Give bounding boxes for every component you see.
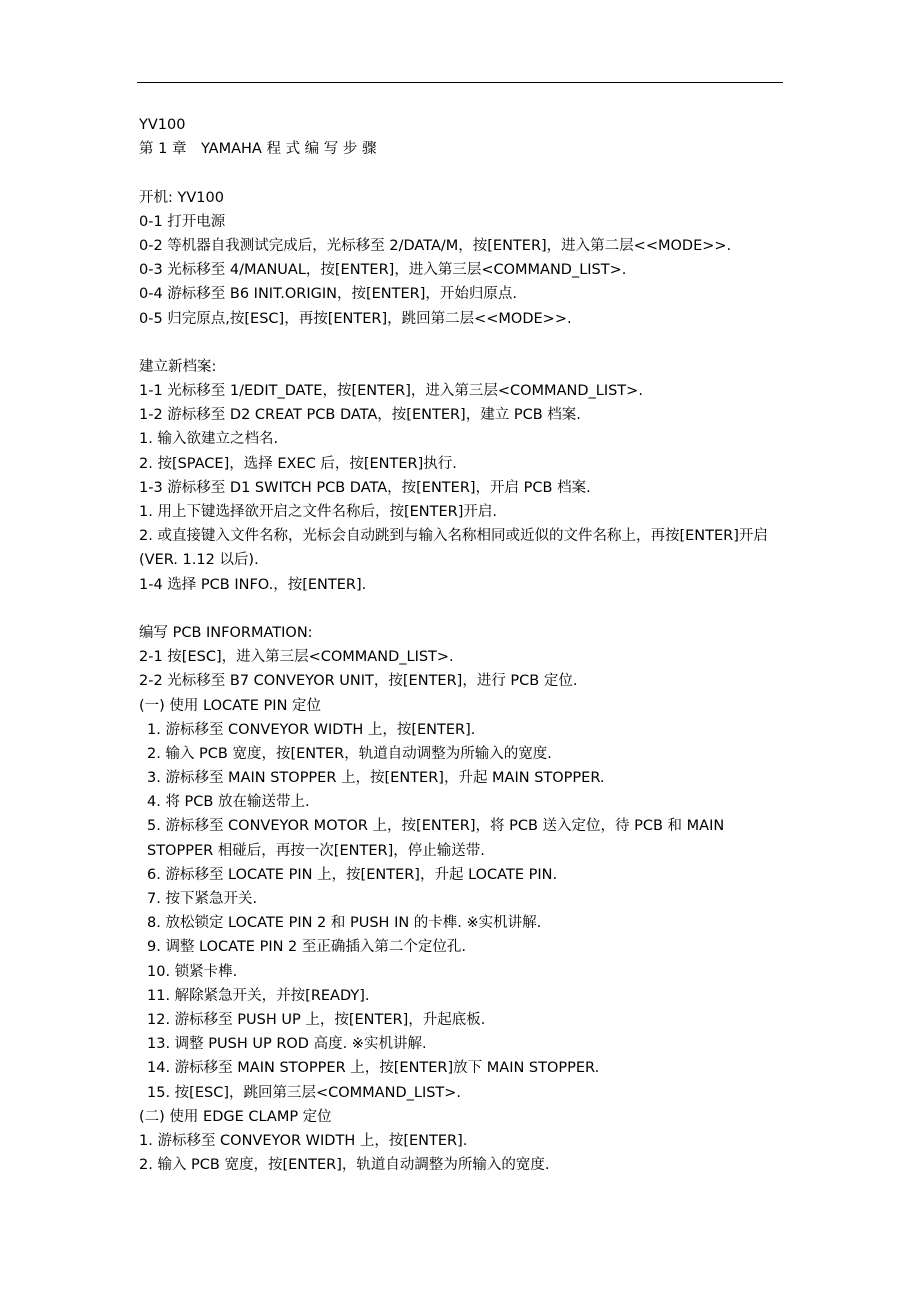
locate-pin-step: 7. 按下紧急开关. <box>147 891 258 908</box>
locate-pin-step: 1. 游标移至 CONVEYOR WIDTH 上，按[ENTER]. <box>147 721 476 738</box>
startup-step: 0-5 归完原点,按[ESC]，再按[ENTER]，跳回第二层<<MODE>>. <box>139 310 572 327</box>
locate-pin-step: 11. 解除紧急开关，并按[READY]. <box>147 987 370 1004</box>
spacer <box>139 331 789 355</box>
pcb-info-heading: 编写 PCB INFORMATION: <box>139 624 313 641</box>
edge-clamp-step: 2. 输入 PCB 宽度，按[ENTER]，轨道自动調整为所输入的宽度. <box>139 1157 550 1174</box>
new-file-step: 1. 用上下键选择欲开启之文件名称后，按[ENTER]开启. <box>139 504 497 520</box>
new-file-step: 1-1 光标移至 1/EDIT_DATE，按[ENTER]，进入第三层<COMMAND_LIST>. <box>139 383 643 400</box>
edge-clamp-step: 1. 游标移至 CONVEYOR WIDTH 上，按[ENTER]. <box>139 1132 468 1149</box>
pcb-info-step: 2-1 按[ESC]，进入第三层<COMMAND_LIST>. <box>139 649 454 666</box>
pcb-info-step: 2-2 光标移至 B7 CONVEYOR UNIT，按[ENTER]，进行 PCB 定位. <box>139 673 578 690</box>
startup-step: 0-4 游标移至 B6 INIT.ORIGIN，按[ENTER]，开始归原点. <box>139 286 517 303</box>
document-body <box>139 113 789 1177</box>
spacer <box>139 597 789 621</box>
startup-step: 0-1 打开电源 <box>139 213 226 230</box>
locate-pin-step: 12. 游标移至 PUSH UP 上，按[ENTER]，升起底板. <box>147 1012 486 1028</box>
doc-header: YV100 <box>139 117 186 133</box>
spacer <box>139 161 789 185</box>
locate-pin-step: 2. 输入 PCB 宽度，按[ENTER，轨道自动调整为所输入的宽度. <box>147 745 552 762</box>
locate-pin-step: 15. 按[ESC]，跳回第三层<COMMAND_LIST>. <box>147 1084 462 1101</box>
locate-pin-step: 14. 游标移至 MAIN STOPPER 上，按[ENTER]放下 MAIN STOPPER. <box>147 1060 600 1077</box>
startup-step: 0-2 等机器自我测试完成后，光标移至 2/DATA/M，按[ENTER]，进入第二层<<MODE>>. <box>139 237 732 254</box>
header-rule <box>137 82 783 83</box>
edge-clamp-heading: (二) 使用 EDGE CLAMP 定位 <box>139 1108 332 1125</box>
locate-pin-step: 9. 调整 LOCATE PIN 2 至正确插入第二个定位孔. <box>147 939 466 956</box>
locate-pin-step: 4. 将 PCB 放在输送带上. <box>147 794 310 811</box>
new-file-step: 1. 输入欲建立之档名. <box>139 431 279 448</box>
locate-pin-step: 13. 调整 PUSH UP ROD 高度. ※实机讲解. <box>147 1036 427 1053</box>
new-file-step: 1-4 选择 PCB INFO.，按[ENTER]. <box>139 576 367 593</box>
startup-heading: 开机: YV100 <box>139 189 224 206</box>
new-file-step: 1-3 游标移至 D1 SWITCH PCB DATA，按[ENTER]，开启 PCB 档案. <box>139 479 591 496</box>
locate-pin-step: 3. 游标移至 MAIN STOPPER 上，按[ENTER]，升起 MAIN STOPPER. <box>147 770 605 787</box>
new-file-heading: 建立新档案: <box>139 358 217 375</box>
startup-step: 0-3 光标移至 4/MANUAL，按[ENTER]，进入第三层<COMMAND_LIST>. <box>139 262 627 279</box>
chapter-title: 第 1 章 YAMAHA 程 式 编 写 步 骤 <box>139 141 377 158</box>
locate-pin-heading: (一) 使用 LOCATE PIN 定位 <box>139 697 322 714</box>
locate-pin-step: 5. 游标移至 CONVEYOR MOTOR 上，按[ENTER]，将 PCB 送入定位，待 PCB 和 MAIN STOPPER 相碰后，再按一次[ENTER]，停止输送带. <box>147 818 725 859</box>
locate-pin-step: 8. 放松锁定 LOCATE PIN 2 和 PUSH IN 的卡榫. ※实机讲解. <box>147 915 542 932</box>
new-file-step: 1-2 游标移至 D2 CREAT PCB DATA，按[ENTER]，建立 PCB 档案. <box>139 407 581 424</box>
new-file-step: 2. 或直接键入文件名称，光标会自动跳到与输入名称相同或近似的文件名称上，再按[ENTER]开启(VER. 1.12 以后). <box>139 528 768 569</box>
locate-pin-step: 10. 锁紧卡榫. <box>147 963 238 980</box>
new-file-step: 2. 按[SPACE]，选择 EXEC 后，按[ENTER]执行. <box>139 455 457 472</box>
locate-pin-step: 6. 游标移至 LOCATE PIN 上，按[ENTER]，升起 LOCATE PIN. <box>147 866 558 883</box>
